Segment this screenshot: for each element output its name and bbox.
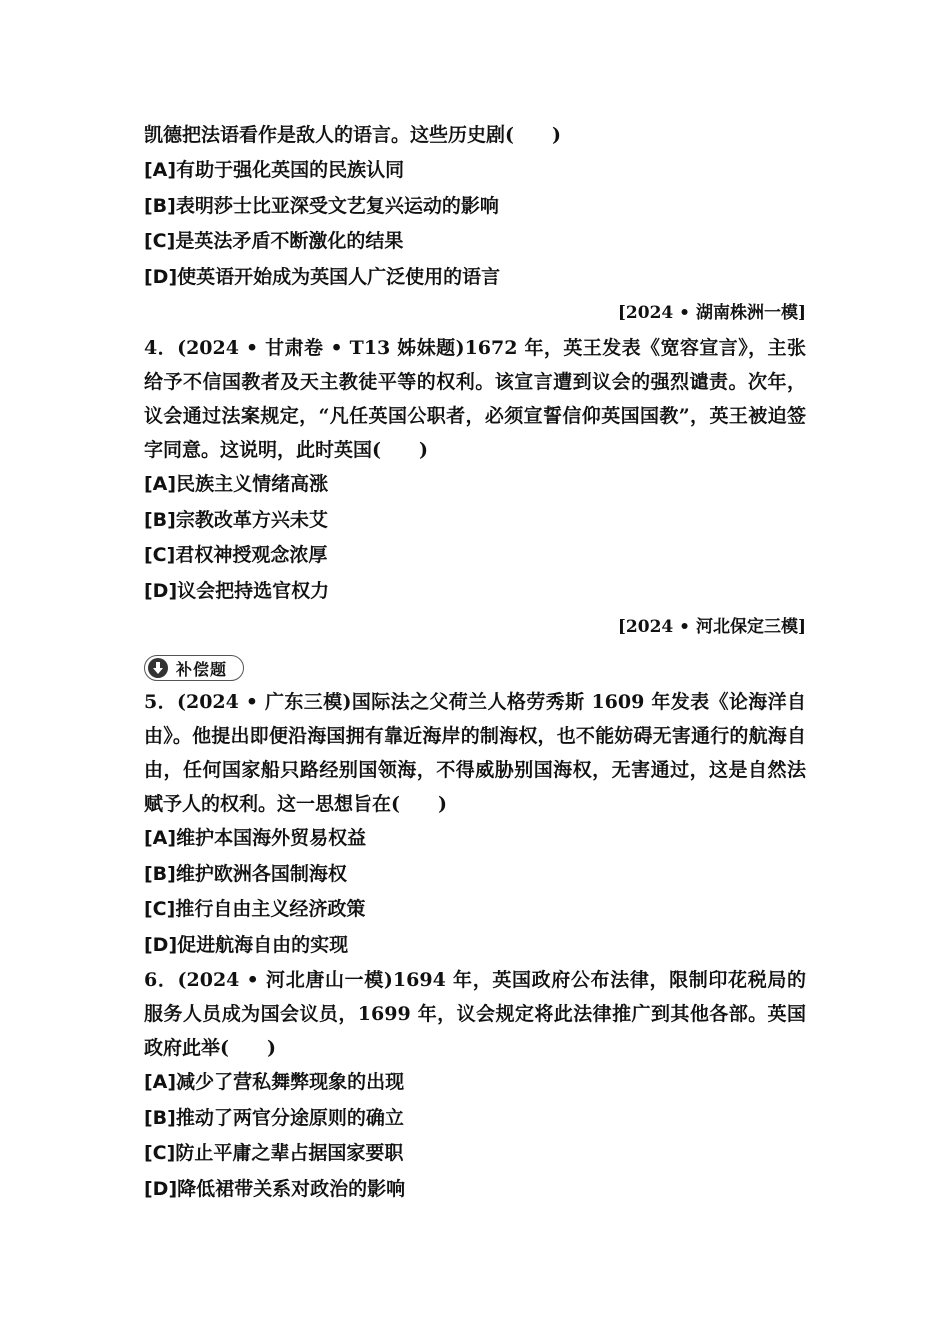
supplement-badge [144,655,244,681]
option-text: 维护欧洲各国制海权 [175,862,347,885]
download-arrow-icon [148,658,168,678]
q5-stem [144,685,806,821]
option-text: 使英语开始成为英国人广泛使用的语言 [177,265,501,288]
document-page [144,118,806,1207]
option-label: [B] [144,194,176,217]
option-text: 民族主义情绪高涨 [176,473,329,495]
option-label: [B] [144,1106,176,1129]
option-label: [B] [144,508,176,531]
option-text: 推动了两官分途原则的确立 [175,1106,404,1129]
option-text: 促进航海自由的实现 [177,933,349,956]
q4-tag: (2024 • 甘肃卷 • T13 姊妹题) [177,337,465,359]
option-text: 是英法矛盾不断激化的结果 [175,230,404,252]
q6-stem-text: 1694 年，英国政府公布法律，限制印花税局的服务人员成为国会议员，1699 年，议会规定将此法律推广到其他各部。英国政府此举( ) [144,969,806,1059]
q5-option-c[interactable] [144,892,806,928]
option-text: 防止平庸之辈占据国家要职 [175,1142,404,1164]
q6-stem [144,963,806,1065]
q3-source: [2024 • 湖南株洲一模] [617,303,806,323]
q3-option-d[interactable] [144,260,806,296]
option-label: [A] [144,827,177,849]
q3-option-a[interactable] [144,153,806,189]
q5-option-d[interactable] [144,928,806,964]
option-label: [D] [144,579,178,602]
option-label: [A] [144,1071,177,1093]
q5-option-b[interactable] [144,857,806,893]
option-label: [A] [144,473,177,495]
supplement-section-header [144,645,806,685]
q5-option-a[interactable] [144,821,806,857]
option-text: 维护本国海外贸易权益 [176,827,367,849]
q3-option-c[interactable] [144,224,806,260]
q5-stem-text: 国际法之父荷兰人格劳秀斯 1609 年发表《论海洋自由》。他提出即便沿海国拥有靠近海岸的制海权，也不能妨碍无害通行的航海自由，任何国家船只路经别国领海，不得威胁别国海权，无害通过，这是自然法赋予人的权利。这一思想旨在( ) [144,691,806,815]
option-label: [C] [144,898,176,920]
q3-stem-tail: 凯德把法语看作是敌人的语言。这些历史剧( ) [144,124,561,146]
option-text: 推行自由主义经济政策 [175,898,366,920]
option-label: [B] [144,862,176,885]
q6-option-a[interactable] [144,1065,806,1101]
option-label: [C] [144,1142,176,1164]
q4-option-a[interactable] [144,467,806,503]
q4-option-c[interactable] [144,538,806,574]
option-text: 宗教改革方兴未艾 [175,508,328,531]
option-text: 降低裙带关系对政治的影响 [177,1177,406,1200]
option-label: [D] [144,265,178,288]
q6-option-b[interactable] [144,1101,806,1137]
q3-option-b[interactable] [144,189,806,225]
q4-source: [2024 • 河北保定三模] [617,617,806,637]
option-label: [D] [144,933,178,956]
option-text: 有助于强化英国的民族认同 [176,159,405,181]
option-text: 君权神授观念浓厚 [175,544,328,566]
option-text: 表明莎士比亚深受文艺复兴运动的影响 [175,194,499,217]
option-text: 议会把持选官权力 [177,579,330,602]
q5-number: 5． [144,691,177,713]
q6-tag: (2024 • 河北唐山一模) [177,969,393,991]
option-label: [C] [144,544,176,566]
q6-option-c[interactable] [144,1136,806,1172]
q4-stem [144,331,806,467]
option-label: [C] [144,230,176,252]
q5-tag: (2024 • 广东三模) [176,691,352,713]
q4-option-b[interactable] [144,503,806,539]
badge-text: 补偿题 [176,659,228,679]
q6-number: 6． [144,969,178,991]
q4-stem-text: 1672 年，英王发表《宽容宣言》，主张给予不信国教者及天主教徒平等的权利。该宣言遭到议会的强烈谴责。次年，议会通过法案规定，“凡任英国公职者，必须宣誓信仰英国国教”，英王被迫签字同意。这说明，此时英国( ) [144,337,806,461]
option-label: [A] [144,159,177,181]
option-text: 减少了营私舞弊现象的出现 [176,1071,405,1093]
q6-option-d[interactable] [144,1172,806,1208]
q4-number: 4． [144,337,178,359]
q4-option-d[interactable] [144,574,806,610]
option-label: [D] [144,1177,178,1200]
